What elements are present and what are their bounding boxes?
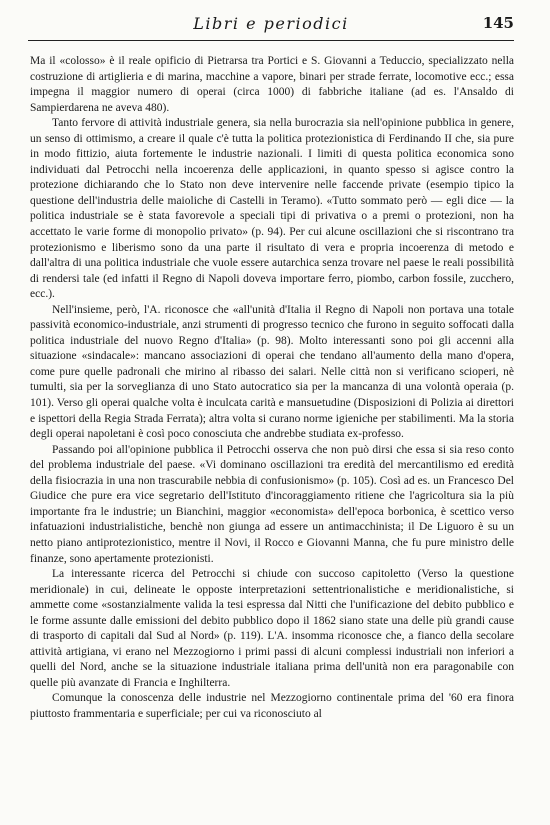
running-title: Libri e periodici bbox=[193, 14, 349, 33]
page-number: 145 bbox=[482, 14, 514, 32]
paragraph-1: Ma il «colosso» è il reale opificio di Pietrarsa tra Portici e S. Giovanni a Teduccio, specializzato nella costruzione di artiglieria e di marina, macchine a vapore, binari per strade ferrate, locomotive ecc.; essa impegna il maggior numero di operai (circa 1000) di fabbriche italiane (ad es. l'Ansaldo di Sampierdarena ne aveva 480). bbox=[30, 55, 514, 114]
paragraph-3: Nell'insieme, però, l'A. riconosce che «all'unità d'Italia il Regno di Napoli non portava una totale passività economico-industriale, anzi strumenti di progresso tecnico che furono in seguito soffocati dalla politica industriale del nuovo Regno d'Italia» (p. 98). Molto interessanti sono poi gli accenni alla situazione «sindacale»: mancano associazioni di operai che tendano all'aumento della mano d'opera, come pure quelle padronali che mirino al ribasso dei salari. Nelle città non si verificano scioperi, nè tumulti, sia per la sorveglianza di uno Stato autocratico sia per la mancanza di una volontà operaia (p. 101). Verso gli operai qualche volta è inculcata carità e mansuetudine (Disposizioni di Polizia ai direttori e ispettori della Regia Strada Ferrata); altra volta si curano norme igieniche per stabilimenti. Ma la storia degli operai napoletani è così poco conosciuta che andrebbe studiata ex-professo. bbox=[30, 303, 514, 441]
paragraph-6: Comunque la conoscenza delle industrie nel Mezzogiorno continentale prima del '60 era finora piuttosto frammentaria e superficiale; per cui va riconosciuto al bbox=[30, 692, 514, 720]
header-rule bbox=[28, 40, 514, 41]
article-body bbox=[30, 54, 514, 723]
paragraph-2: Tanto fervore di attività industriale genera, sia nella burocrazia sia nell'opinione pubblica in genere, un senso di ottimismo, a creare il quale c'è tutta la politica protezionistica di Ferdinando II che, sia pure in modo fittizio, aiuta fortemente le industrie nazionali. I limiti di questa politica economica sono individuati dal Petrocchi nella incoerenza delle applicazioni, in quanto spesso si agisce contro la protezione dichiarando che lo Stato non deve intervenire nelle faccende private (esempio tipico la questione dell'industria delle maioliche di Castelli in Teramo). «Tutto sommato però — egli dice — la politica industriale se è stata favorevole a speciali tipi di privativa o a premi o protezioni, non ha accettato le varie forme di monopolio privato» (p. 94). Per cui alcune oscillazioni che si riscontrano tra protezionismo e liberismo sono da una parte il risultato di vera e propria incoerenza di metodo e dall'altra di una politica industriale che vuole essere autarchica senza trovare nel paese le reali possibilità di rendersi tale (ed infatti il Regno di Napoli doveva importare ferro, piombo, carbon fossile, zucchero, ecc.). bbox=[30, 117, 514, 301]
page-header bbox=[28, 14, 514, 38]
paragraph-4: Passando poi all'opinione pubblica il Petrocchi osserva che non può dirsi che essa si sia reso conto del problema industriale del paese. «Vi dominano oscillazioni tra eredità del mercantilismo ed eredità della fisiocrazia in una non trascurabile nebbia di confusionismo» (p. 105). Così ad es. un Francesco Del Giudice che pure era vice segretario dell'Istituto d'incoraggiamento ritiene che l'agricoltura sia la più importante fra le industrie; un Bianchini, maggior «economista» dell'epoca borbonica, è scettico verso infatuazioni industrialistiche, benchè non giunga ad essere un antimacchinista; il De Liguoro è su un netto piano antiprotezionistico, mentre il Novi, il Rocco e Giovanni Manna, che fu pure ministro delle finanze, sono apertamente protezionisti. bbox=[30, 443, 514, 565]
paragraph-5: La interessante ricerca del Petrocchi si chiude con succoso capitoletto (Verso la questione meridionale) in cui, delineate le opposte interpretazioni settentrionalistiche e meridionalistiche, si ammette come «sostanzialmente valida la tesi espressa dal Nitti che l'unificazione del debito pubblico e le forme assunte dalle emissioni del debito pubblico dopo il 1862 siano state una delle più grandi cause di trasporto di capitali dal Sud al Nord» (p. 119). L'A. insomma riconosce che, a fianco della secolare attività artigiana, vi erano nel Mezzogiorno i primi passi di alcuni complessi industriali non inferiori a quelli del Nord, anche se la situazione industriale italiana prima dell'unità non era paragonabile con quelle più avanzate di Francia e Inghilterra. bbox=[30, 568, 514, 689]
